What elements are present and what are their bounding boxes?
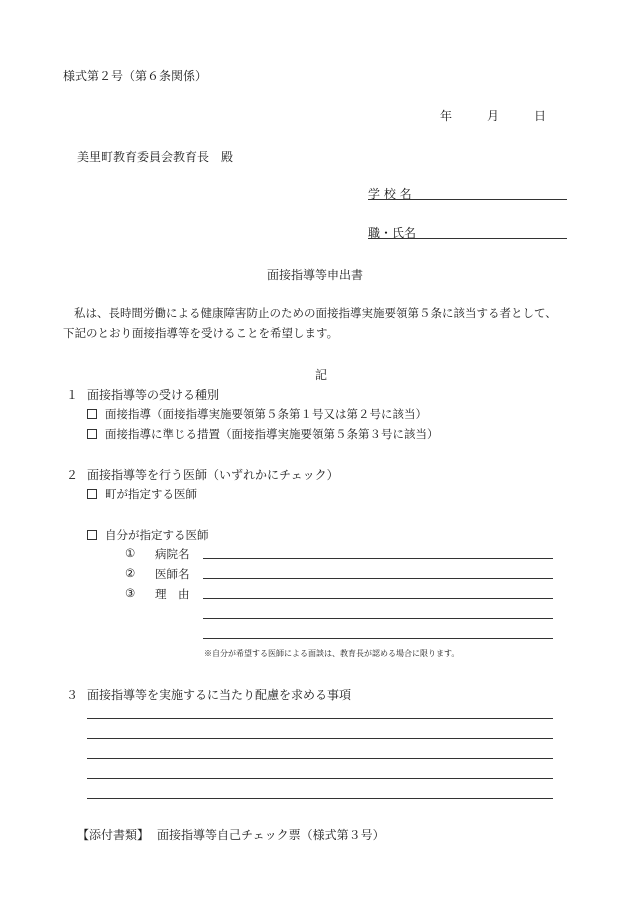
option-label: 面接指導（面接指導実施要領第５条第１号又は第２号に該当） — [105, 407, 427, 421]
section2-heading: 面接指導等を行う医師（いずれかにチェック） — [87, 468, 339, 482]
section1-number: １ — [66, 388, 79, 402]
field-3-number: ③ — [125, 586, 136, 600]
section3-number: ３ — [66, 688, 79, 702]
reason-field-line-1[interactable] — [203, 598, 553, 599]
option-label: 面接指導に準じる措置（面接指導実施要領第５条第３号に該当） — [105, 427, 439, 441]
section2-option-self[interactable] — [87, 527, 209, 543]
consideration-line-3[interactable] — [87, 758, 553, 759]
field-2-label: 医師名 — [155, 567, 190, 581]
reason-field-line-2[interactable] — [203, 618, 553, 619]
field-1-label: 病院名 — [155, 547, 190, 561]
addressee: 美里町教育委員会教育長 殿 — [77, 150, 234, 164]
date-day: 日 — [534, 109, 547, 123]
consideration-line-1[interactable] — [87, 718, 553, 719]
page-title: 面接指導等申出書 — [266, 268, 363, 282]
checkbox[interactable] — [87, 409, 97, 419]
section2-number: ２ — [66, 468, 79, 482]
attachment-text: 面接指導等自己チェック票（様式第３号） — [157, 828, 385, 842]
section1-option-1[interactable] — [87, 406, 427, 422]
section2-note: ※自分が希望する医師による面談は、教育長が認める場合に限ります。 — [204, 649, 460, 658]
consideration-line-2[interactable] — [87, 738, 553, 739]
section1-option-2[interactable] — [87, 426, 439, 442]
consideration-line-4[interactable] — [87, 778, 553, 779]
checkbox[interactable] — [87, 530, 97, 540]
attachment-label: 【添付書類】 — [77, 828, 150, 842]
option-label: 町が指定する医師 — [105, 487, 197, 501]
date-month: 月 — [487, 109, 500, 123]
reason-field-line-3[interactable] — [203, 638, 553, 639]
school-field[interactable] — [368, 199, 567, 200]
checkbox[interactable] — [87, 489, 97, 499]
field-1-number: ① — [125, 546, 136, 560]
field-2-number: ② — [125, 566, 136, 580]
hospital-name-field[interactable] — [203, 558, 553, 559]
section1-heading: 面接指導等の受ける種別 — [87, 388, 220, 402]
option-label: 自分が指定する医師 — [105, 528, 209, 542]
form-number: 様式第２号（第６条関係） — [63, 69, 208, 83]
section2-option-town[interactable] — [87, 486, 197, 502]
intro-line-2: 下記のとおり面接指導等を受けることを希望します。 — [63, 326, 339, 340]
field-3-label: 理 由 — [155, 587, 190, 601]
name-label: 職・氏名 — [368, 226, 417, 240]
section3-heading: 面接指導等を実施するに当たり配慮を求める事項 — [87, 688, 352, 702]
consideration-line-5[interactable] — [87, 798, 553, 799]
checkbox[interactable] — [87, 429, 97, 439]
doctor-name-field[interactable] — [203, 578, 553, 579]
name-field[interactable] — [368, 238, 567, 239]
ki-heading: 記 — [315, 368, 328, 382]
school-label: 学 校 名 — [368, 187, 412, 201]
intro-line-1: 私は、長時間労働による健康障害防止のための面接指導実施要領第５条に該当する者として、 — [74, 306, 557, 320]
date-year: 年 — [440, 109, 453, 123]
